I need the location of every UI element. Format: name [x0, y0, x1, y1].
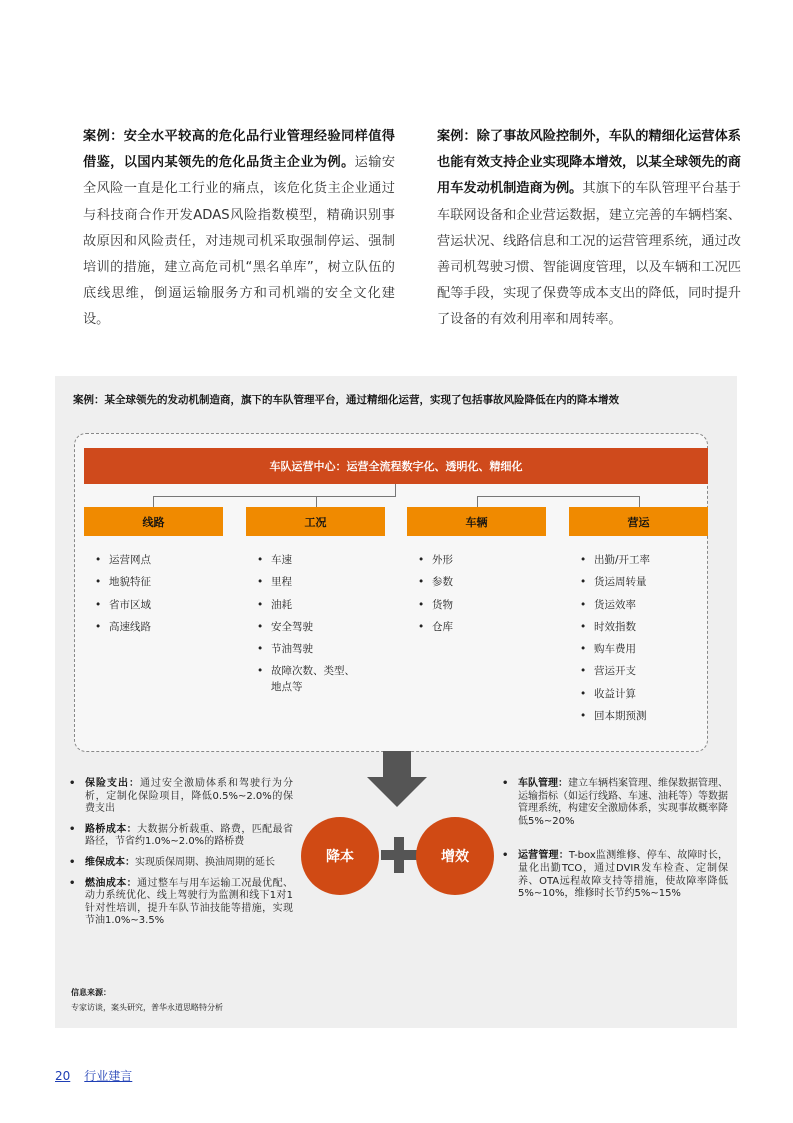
list-item: • 运营网点	[91, 553, 221, 569]
category-vehicle: 车辆	[407, 507, 546, 536]
route-list	[91, 553, 221, 642]
right-column-lead: 案例：除了事故风险控制外，车队的精细化运营体系也能有效支持企业实现降本增效，以某全球领先的商用车发动机制造商为例。	[437, 129, 741, 197]
list-item: • 省市区域	[91, 598, 221, 614]
page-number: 20	[55, 1069, 71, 1083]
connector	[477, 496, 478, 507]
list-item: • 仓库	[414, 620, 544, 636]
source-label: 信息来源：	[71, 988, 111, 997]
connector	[395, 484, 396, 496]
right-column-body: 其旗下的车队管理平台基于车联网设备和企业营运数据，建立完善的车辆档案、营运状况、线路信息和工况的运营管理系统，通过改善司机驾驶习惯、智能调度管理，以及车辆和工况匹配等手段，实现了保费等成本支出的降低，同时提升了设备的有效利用率和周转率。	[437, 181, 741, 328]
efficiency-list	[498, 778, 728, 909]
list-item: • 运营管理：T-box监测维修、停车、故障时长，量化出勤TCO，通过DVIR发车检查、定制保养、OTA远程故障支持等措施，使故障率降低5%~10%，维修时长节约5%~15%	[498, 850, 728, 900]
left-column-lead: 案例：安全水平较高的危化品行业管理经验同样值得借鉴，以国内某领先的危化品货主企业为例。	[83, 129, 395, 171]
list-item: • 节油驾驶	[253, 642, 365, 658]
list-item: • 车队管理：建立车辆档案管理、维保数据管理、运输指标（如运行线路、车速、油耗等）等数据管理系统，构建安全激励体系，实现事故概率降低5%~20%	[498, 778, 728, 828]
left-column	[83, 124, 395, 334]
panel-title: 案例：某全球领先的发动机制造商，旗下的车队管理平台，通过精细化运营，实现了包括事故风险降低在内的降本增效	[73, 394, 619, 406]
fleet-operation-center: 车队运营中心：运营全流程数字化、透明化、精细化	[84, 448, 708, 484]
right-column	[437, 124, 741, 334]
list-item: • 货运周转量	[576, 575, 706, 591]
category-operation: 营运	[569, 507, 708, 536]
category-route: 线路	[84, 507, 223, 536]
section-name: 行业建言	[84, 1069, 133, 1083]
list-item: • 时效指数	[576, 620, 706, 636]
vehicle-list	[414, 553, 544, 642]
list-item: • 回本期预测	[576, 709, 706, 725]
list-item: • 车速	[253, 553, 365, 569]
list-item: • 购车费用	[576, 642, 706, 658]
list-item: • 燃油成本：通过整车与用车运输工况最优配、动力系统优化、线上驾驶行为监测和线下1对1针对性培训，提升车队节油技能等措施，实现节油1.0%~3.5%	[65, 878, 293, 928]
cost-reduction-circle: 降本	[301, 817, 379, 895]
list-item: • 故障次数、类型、地点等	[253, 664, 365, 695]
list-item: • 地貌特征	[91, 575, 221, 591]
connector	[153, 496, 154, 507]
list-item: • 收益计算	[576, 687, 706, 703]
list-item: • 出勤/开工率	[576, 553, 706, 569]
down-arrow-head-icon	[367, 777, 427, 807]
case-panel	[55, 376, 737, 1028]
connector	[477, 496, 639, 497]
source-text: 专家访谈，案头研究，普华永道思略特分析	[71, 1003, 223, 1012]
list-item: • 货运效率	[576, 598, 706, 614]
efficiency-circle: 增效	[416, 817, 494, 895]
operation-list	[576, 553, 706, 731]
page-footer[interactable]	[55, 1067, 146, 1084]
connector	[153, 496, 396, 497]
list-item: • 路桥成本：大数据分析载重、路费，匹配最省路径，节省约1.0%~2.0%的路桥费	[65, 824, 293, 849]
list-item: • 高速线路	[91, 620, 221, 636]
cost-reduction-list	[65, 778, 293, 936]
plus-icon	[381, 837, 417, 873]
connector	[639, 496, 640, 507]
list-item: • 里程	[253, 575, 365, 591]
list-item: • 安全驾驶	[253, 620, 365, 636]
category-condition: 工况	[246, 507, 385, 536]
list-item: • 保险支出：通过安全激励体系和驾驶行为分析，定制化保险项目，降低0.5%~2.0%的保费支出	[65, 778, 293, 816]
condition-list	[253, 553, 365, 702]
connector	[316, 496, 317, 507]
list-item: • 营运开支	[576, 664, 706, 680]
down-arrow-icon	[383, 751, 411, 777]
list-item: • 参数	[414, 575, 544, 591]
left-column-body: 运输安全风险一直是化工行业的痛点，该危化货主企业通过与科技商合作开发ADAS风险指数模型，精确识别事故原因和风险责任，对违规司机采取强制停运、强制培训的措施，建立高危司机“黑名单库”，树立队伍的底线思维，倒逼运输服务方和司机端的安全文化建设。	[83, 155, 396, 328]
list-item: • 维保成本：实现质保周期、换油周期的延长	[65, 857, 293, 870]
list-item: • 外形	[414, 553, 544, 569]
list-item: • 油耗	[253, 598, 365, 614]
list-item: • 货物	[414, 598, 544, 614]
